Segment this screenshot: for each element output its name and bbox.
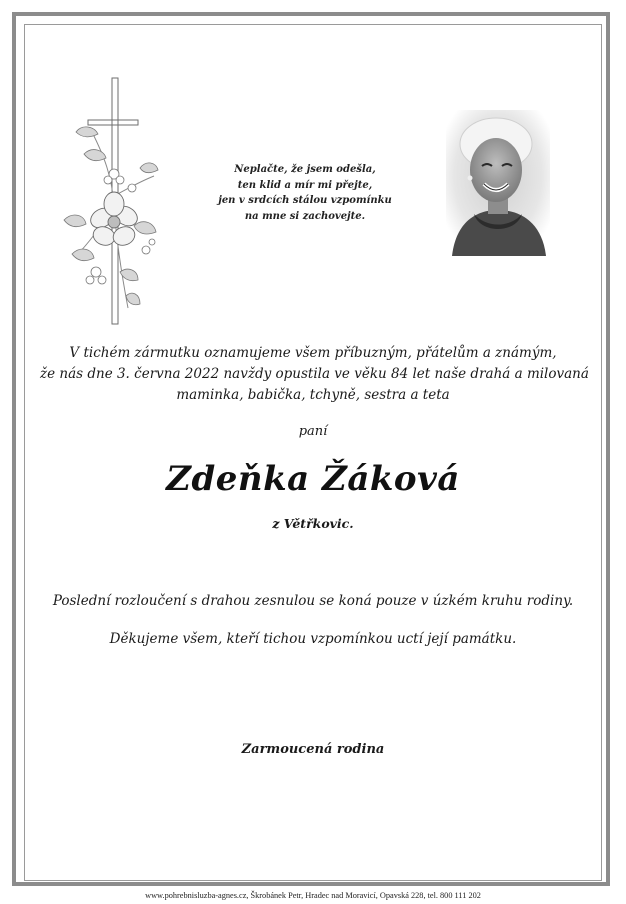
- intro-line: že nás dne 3. června 2022 navždy opustila ve věku 84 let naše drahá a milovaná: [40, 366, 589, 382]
- poem: [205, 162, 405, 224]
- family-signature: Zarmoucená rodina: [241, 742, 385, 757]
- poem-line: Neplačte, že jsem odešla,: [234, 164, 376, 175]
- poem-line: na mne si zachovejte.: [244, 210, 366, 222]
- footer-contact: www.pohrebnisluzba-agnes.cz, Škrobánek Petr, Hradec nad Moravicí, Opavská 228, tel. 800 111 202: [145, 891, 481, 900]
- origin-place: z Větřkovic.: [272, 516, 354, 531]
- intro-line: V tichém zármutku oznamujeme všem příbuzným, přátelům a známým,: [69, 345, 557, 361]
- deceased-name: Zdeňka Žáková: [166, 459, 460, 499]
- thanks-note: Děkujeme všem, kteří tichou vzpomínkou uctí její památku.: [109, 631, 517, 647]
- poem-line: jen v srdcích stálou vzpomínku: [218, 195, 392, 206]
- honorific: paní: [298, 424, 328, 439]
- poem-line: ten klid a mír mi přejte,: [237, 179, 373, 191]
- intro-line: maminka, babička, tchyně, sestra a teta: [176, 387, 450, 403]
- announcement-intro: [40, 343, 589, 406]
- cross-with-flowers-icon: [62, 76, 162, 328]
- portrait-photo: [446, 110, 550, 256]
- farewell-notice: Poslední rozloučení s drahou zesnulou se koná pouze v úzkém kruhu rodiny.: [52, 593, 574, 609]
